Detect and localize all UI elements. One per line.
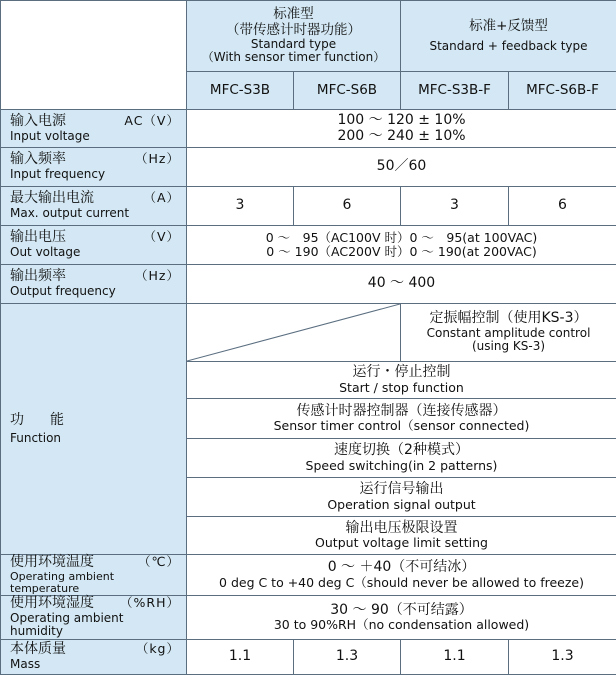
diagonal-line-icon bbox=[187, 304, 400, 361]
row-max-output-current bbox=[1, 187, 616, 226]
function-en: Start / stop function bbox=[339, 379, 464, 395]
function-en: Output voltage limit setting bbox=[315, 535, 488, 551]
function-cn: 运行・停止控制 bbox=[352, 364, 451, 381]
label-cn: 输入电源 bbox=[10, 112, 66, 129]
label-en: Operating ambient temperature bbox=[10, 569, 115, 595]
header-standard-type bbox=[187, 1, 401, 72]
label-en: Input voltage bbox=[10, 128, 90, 143]
value-line-2: 30 to 90%RH（no condensation allowed) bbox=[273, 617, 530, 633]
label-en: Max. output current bbox=[10, 206, 130, 221]
label-input-voltage bbox=[1, 110, 187, 148]
model-mfc-s6b: MFC-S6B bbox=[294, 72, 401, 110]
value-input-frequency: 50／60 bbox=[187, 148, 616, 187]
label-unit: （Hz） bbox=[135, 151, 180, 167]
value-current-s3b-f: 3 bbox=[401, 187, 509, 226]
label-max-output-current bbox=[1, 187, 187, 226]
label-unit: AC（V） bbox=[124, 112, 180, 128]
value-current-s6b: 6 bbox=[294, 187, 401, 226]
row-out-voltage bbox=[1, 226, 616, 265]
value-current-s3b: 3 bbox=[187, 187, 294, 226]
label-cn: 输入频率 bbox=[10, 151, 66, 168]
value-amplitude-control bbox=[401, 304, 616, 362]
value-line-1: 100 ～ 120 ± 10% bbox=[337, 111, 466, 128]
header-row-types bbox=[1, 1, 616, 72]
label-unit: （℃） bbox=[137, 554, 180, 569]
label-mass bbox=[1, 639, 187, 674]
value-mass-s3b-f: 1.1 bbox=[401, 639, 509, 674]
value-start-stop bbox=[187, 362, 616, 399]
row-ambient-humidity bbox=[1, 596, 616, 640]
label-output-frequency bbox=[1, 265, 187, 304]
value-mass-s6b-f: 1.3 bbox=[509, 639, 616, 674]
value-input-voltage bbox=[187, 110, 616, 148]
row-ambient-temperature bbox=[1, 555, 616, 596]
value-out-voltage bbox=[187, 226, 616, 265]
label-ambient-humidity bbox=[1, 596, 187, 640]
value-sensor-timer bbox=[187, 399, 616, 439]
function-en: Operation signal output bbox=[327, 496, 476, 512]
label-unit: （kg） bbox=[135, 641, 180, 657]
value-ambient-temperature bbox=[187, 555, 616, 596]
value-output-frequency: 40 ～ 400 bbox=[187, 265, 616, 304]
header-standard-cn-sub: （带传感计时器功能） bbox=[226, 21, 361, 38]
label-en: Function bbox=[10, 430, 62, 445]
label-cn: 输出电压 bbox=[10, 229, 66, 246]
label-cn: 本体质量 bbox=[10, 641, 66, 658]
amplitude-en-1: Constant amplitude control bbox=[426, 325, 591, 340]
header-feedback-cn: 标准+反馈型 bbox=[469, 17, 548, 34]
function-cn: 速度切换（2种模式） bbox=[334, 442, 469, 459]
value-mass-s3b: 1.1 bbox=[187, 639, 294, 674]
row-output-frequency bbox=[1, 265, 616, 304]
value-line-1: 0 ～ 95（AC100V 时）0 ～ 95(at 100VAC) bbox=[265, 230, 538, 245]
row-mass bbox=[1, 639, 616, 674]
value-mass-s6b: 1.3 bbox=[294, 639, 401, 674]
label-out-voltage bbox=[1, 226, 187, 265]
value-signal-output bbox=[187, 478, 616, 517]
value-line-2: 200 ～ 240 ± 10% bbox=[337, 127, 466, 144]
value-line-2: 0 deg C to +40 deg C（should never be allowed to freeze) bbox=[219, 574, 584, 590]
function-cn: 输出电压极限设置 bbox=[345, 519, 458, 536]
row-function-amplitude bbox=[1, 304, 616, 362]
model-mfc-s3b: MFC-S3B bbox=[187, 72, 294, 110]
value-line-1: 30 ～ 90（不可结露） bbox=[330, 601, 473, 618]
label-cn: 输出频率 bbox=[10, 268, 66, 285]
label-en: Operating ambient humidity bbox=[10, 610, 124, 639]
row-input-voltage bbox=[1, 110, 616, 148]
label-en: Output frequency bbox=[10, 284, 116, 299]
label-en: Input frequency bbox=[10, 167, 106, 182]
value-line-1: 0 ～ ＋40（不可结冰） bbox=[327, 559, 476, 576]
header-feedback-en: Standard + feedback type bbox=[429, 38, 588, 53]
label-ambient-temperature bbox=[1, 555, 187, 596]
header-standard-en-sub: （With sensor timer function） bbox=[201, 50, 386, 65]
label-cn: 功 能 bbox=[10, 411, 70, 428]
header-standard-cn: 标准型 bbox=[273, 6, 314, 23]
label-unit: （%RH） bbox=[120, 595, 180, 611]
value-ambient-humidity bbox=[187, 596, 616, 640]
value-speed-switching bbox=[187, 439, 616, 478]
label-en: Out voltage bbox=[10, 245, 81, 260]
label-en: Mass bbox=[10, 656, 41, 671]
label-cn: 最大输出电流 bbox=[10, 190, 94, 207]
label-unit: （V） bbox=[143, 229, 180, 245]
value-current-s6b-f: 6 bbox=[509, 187, 616, 226]
label-function bbox=[1, 304, 187, 555]
label-unit: （A） bbox=[143, 190, 180, 206]
function-cn: 传感计时器控制器（连接传感器） bbox=[296, 402, 507, 419]
header-feedback-type bbox=[401, 1, 616, 72]
label-cn: 使用环境温度 bbox=[10, 554, 94, 570]
label-cn: 使用环境湿度 bbox=[10, 595, 94, 612]
header-standard-en: Standard type bbox=[250, 36, 337, 51]
amplitude-cn: 定振幅控制（使用KS-3） bbox=[429, 310, 588, 327]
function-en: Sensor timer control（sensor connected) bbox=[273, 418, 530, 434]
function-en: Speed switching(in 2 patterns) bbox=[305, 457, 498, 473]
not-applicable-diagonal bbox=[187, 304, 401, 362]
row-input-frequency bbox=[1, 148, 616, 187]
model-mfc-s3b-f: MFC-S3B-F bbox=[401, 72, 509, 110]
value-voltage-limit bbox=[187, 517, 616, 555]
amplitude-en-2: (using KS-3) bbox=[471, 339, 546, 354]
value-line-2: 0 ～ 190（AC200V 时）0 ～ 190(at 200VAC) bbox=[266, 244, 537, 259]
function-cn: 运行信号输出 bbox=[359, 481, 444, 498]
label-unit: （Hz） bbox=[135, 268, 180, 284]
label-input-frequency bbox=[1, 148, 187, 187]
model-mfc-s6b-f: MFC-S6B-F bbox=[509, 72, 616, 110]
header-corner bbox=[1, 1, 187, 110]
